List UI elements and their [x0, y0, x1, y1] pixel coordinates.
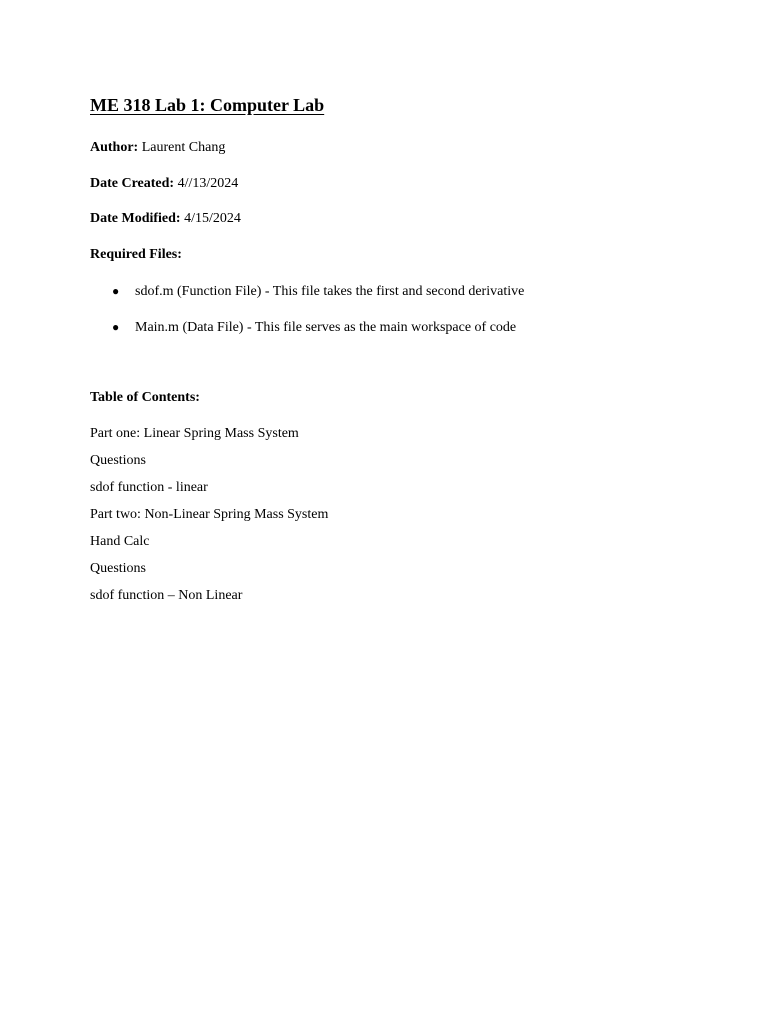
required-file-item — [112, 317, 516, 338]
date-created-line — [90, 174, 238, 194]
bullet-icon: ● — [112, 320, 120, 334]
toc-item: sdof function – Non Linear — [90, 588, 243, 603]
author-label: Author: — [90, 140, 139, 155]
required-file-text: Main.m (Data File) - This file serves as the main workspace of code — [135, 320, 517, 335]
toc-item: Questions — [90, 453, 146, 468]
required-files-heading — [90, 245, 182, 265]
page-title: ME 318 Lab 1: Computer Lab — [90, 95, 325, 115]
author-value: Laurent Chang — [141, 140, 226, 155]
author-line — [90, 138, 225, 158]
toc-item: sdof function - linear — [90, 480, 208, 495]
date-modified-label: Date Modified: — [90, 211, 181, 226]
toc-item: Part one: Linear Spring Mass System — [90, 426, 299, 441]
toc-heading — [90, 388, 200, 408]
toc-item: Questions — [90, 561, 146, 576]
date-modified-line — [90, 209, 241, 229]
date-created-label: Date Created: — [90, 176, 175, 191]
toc-item: Part two: Non-Linear Spring Mass System — [90, 507, 329, 522]
toc-label: Table of Contents: — [90, 390, 200, 405]
required-file-text: sdof.m (Function File) - This file takes the first and second derivative — [135, 284, 525, 299]
toc-item: Hand Calc — [90, 534, 150, 549]
required-file-item — [112, 281, 524, 302]
date-modified-value: 4/15/2024 — [184, 211, 241, 226]
bullet-icon: ● — [112, 284, 120, 298]
required-files-label: Required Files: — [90, 247, 182, 262]
date-created-value: 4//13/2024 — [177, 176, 239, 191]
